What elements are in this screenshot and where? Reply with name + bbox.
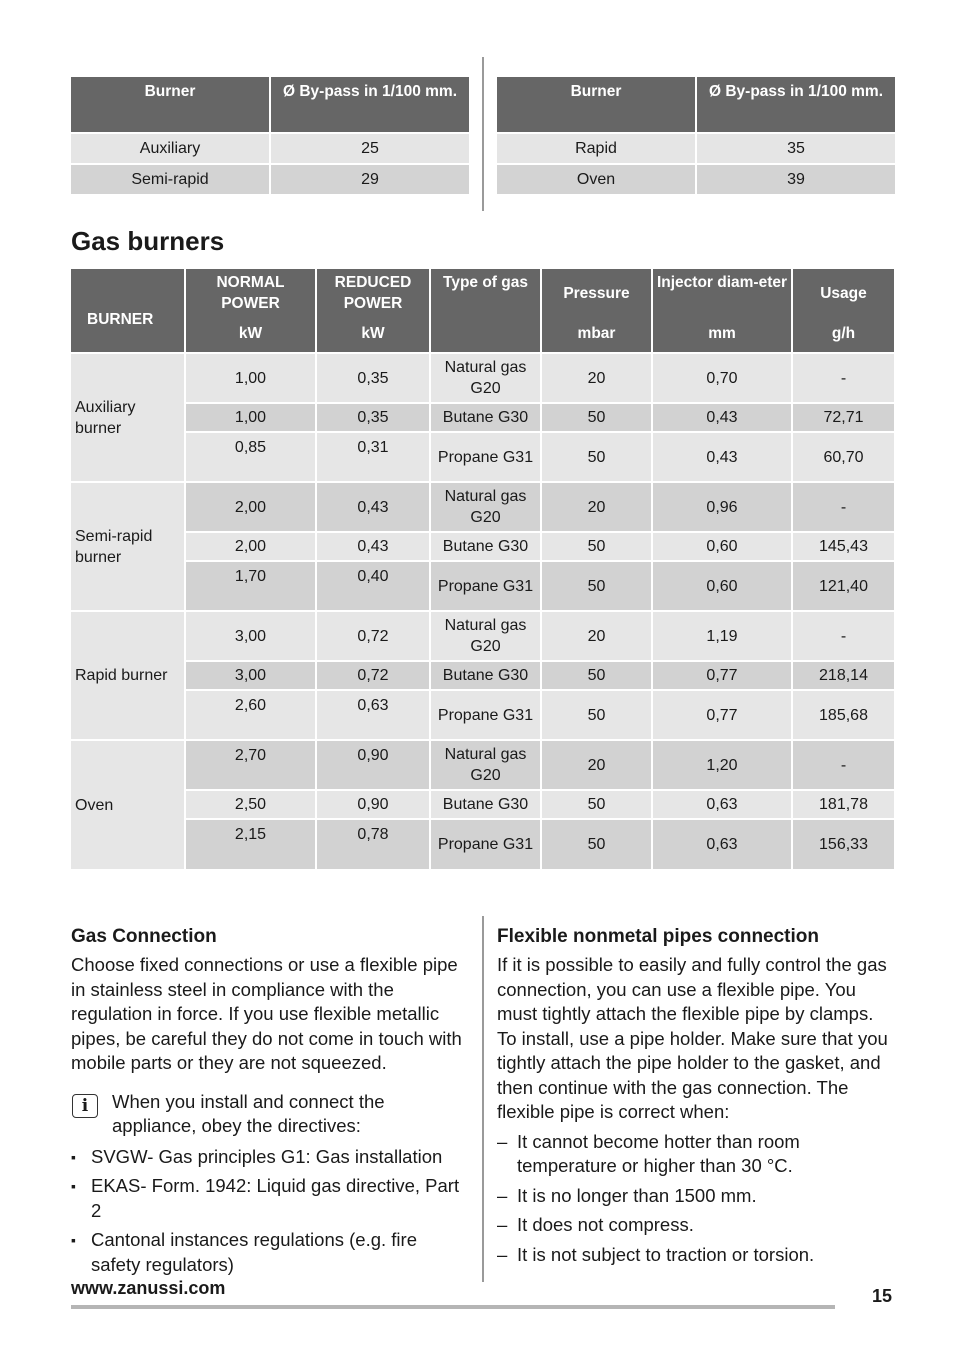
burner-label: Auxiliary burner	[71, 353, 185, 482]
header-reduced-power	[316, 269, 430, 353]
bypass-burner: Auxiliary	[71, 133, 270, 164]
burner-label: Semi-rapid burner	[71, 482, 185, 611]
cell-normal-power: 2,00	[185, 482, 316, 532]
directives-list	[71, 1145, 471, 1278]
cell-pressure: 50	[541, 690, 652, 740]
cell-reduced-power: 0,31	[316, 432, 430, 482]
cell-gas-type: Propane G31	[430, 690, 541, 740]
cell-reduced-power: 0,43	[316, 532, 430, 561]
cell-usage: 145,43	[792, 532, 894, 561]
cell-reduced-power: 0,43	[316, 482, 430, 532]
bypass-header-diameter: Ø By-pass in 1/100 mm.	[696, 77, 895, 133]
header-injector	[652, 269, 792, 353]
cell-usage: -	[792, 740, 894, 790]
cell-normal-power: 2,00	[185, 532, 316, 561]
cell-normal-power: 2,70	[185, 740, 316, 790]
header-unit: g/h	[831, 325, 856, 342]
cell-pressure: 50	[541, 561, 652, 611]
bypass-value: 29	[270, 164, 469, 194]
cell-reduced-power: 0,40	[316, 561, 430, 611]
cell-injector: 0,63	[652, 790, 792, 819]
cell-pressure: 20	[541, 482, 652, 532]
cell-normal-power: 1,00	[185, 403, 316, 432]
table-row	[497, 164, 895, 194]
bypass-value: 35	[696, 133, 895, 164]
table-row	[71, 740, 894, 790]
cell-injector: 0,43	[652, 432, 792, 482]
footer-url: www.zanussi.com	[71, 1278, 226, 1298]
cell-gas-type: Natural gas G20	[430, 611, 541, 661]
list-item: – It is not subject to traction or torsion.	[497, 1243, 897, 1268]
cell-normal-power: 2,15	[185, 819, 316, 869]
bypass-burner: Semi-rapid	[71, 164, 270, 194]
cell-pressure: 20	[541, 611, 652, 661]
gas-connection-title: Gas Connection	[71, 926, 217, 947]
cell-normal-power: 1,70	[185, 561, 316, 611]
info-icon: i	[72, 1094, 98, 1118]
cell-gas-type: Propane G31	[430, 432, 541, 482]
list-item: – It cannot become hotter than room temperature or higher than 30 °C.	[497, 1130, 897, 1179]
cell-gas-type: Natural gas G20	[430, 740, 541, 790]
header-normal-power	[185, 269, 316, 353]
gas-connection-body: Choose fixed connections or use a flexible pipe in stainless steel in compliance with the regulation in force. If you use flexible metallic pipes, be careful they do not come in touch with mobile parts or they are not squeezed.	[71, 954, 462, 1073]
column-divider	[482, 57, 484, 211]
cell-normal-power: 0,85	[185, 432, 316, 482]
cell-reduced-power: 0,72	[316, 611, 430, 661]
cell-injector: 0,77	[652, 661, 792, 690]
cell-usage: 181,78	[792, 790, 894, 819]
header-label: Injector diam-eter	[656, 274, 788, 291]
cell-injector: 0,60	[652, 561, 792, 611]
header-gas-type	[430, 269, 541, 353]
header-label: Type of gas	[443, 274, 528, 291]
cell-usage: -	[792, 482, 894, 532]
header-label: BURNER	[87, 311, 154, 328]
table-row	[71, 661, 894, 690]
table-row	[71, 819, 894, 869]
cell-normal-power: 2,50	[185, 790, 316, 819]
list-item: ▪ EKAS- Form. 1942: Liquid gas directive, Part 2	[71, 1174, 471, 1223]
cell-reduced-power: 0,90	[316, 790, 430, 819]
cell-injector: 0,77	[652, 690, 792, 740]
table-row	[71, 532, 894, 561]
cell-pressure: 50	[541, 790, 652, 819]
table-row	[71, 353, 894, 403]
info-note-text: When you install and connect the appliance, obey the directives:	[112, 1090, 385, 1136]
cell-injector: 0,60	[652, 532, 792, 561]
info-note	[71, 1090, 471, 1139]
table-row	[71, 403, 894, 432]
cell-reduced-power: 0,72	[316, 661, 430, 690]
header-label: REDUCED POWER	[334, 274, 412, 312]
cell-gas-type: Butane G30	[430, 661, 541, 690]
cell-reduced-power: 0,35	[316, 403, 430, 432]
header-pressure	[541, 269, 652, 353]
bypass-value: 25	[270, 133, 469, 164]
cell-injector: 0,63	[652, 819, 792, 869]
cell-pressure: 50	[541, 532, 652, 561]
bypass-header-burner: Burner	[71, 77, 270, 133]
header-burner	[71, 269, 185, 353]
cell-usage: 218,14	[792, 661, 894, 690]
cell-injector: 0,43	[652, 403, 792, 432]
flexible-pipes-section	[497, 925, 897, 1272]
cell-usage: 156,33	[792, 819, 894, 869]
conditions-list	[497, 1130, 897, 1268]
header-unit: mm	[708, 325, 736, 342]
cell-gas-type: Butane G30	[430, 403, 541, 432]
bypass-header-diameter: Ø By-pass in 1/100 mm.	[270, 77, 469, 133]
cell-pressure: 20	[541, 740, 652, 790]
header-unit: mbar	[577, 325, 616, 342]
cell-gas-type: Propane G31	[430, 561, 541, 611]
cell-usage: 185,68	[792, 690, 894, 740]
cell-gas-type: Natural gas G20	[430, 482, 541, 532]
cell-reduced-power: 0,35	[316, 353, 430, 403]
header-label: Pressure	[563, 285, 630, 302]
cell-gas-type: Butane G30	[430, 532, 541, 561]
cell-reduced-power: 0,78	[316, 819, 430, 869]
list-item: – It is no longer than 1500 mm.	[497, 1184, 897, 1209]
list-item: ▪ SVGW- Gas principles G1: Gas installation	[71, 1145, 471, 1170]
cell-gas-type: Natural gas G20	[430, 353, 541, 403]
header-unit: kW	[238, 325, 263, 342]
cell-pressure: 50	[541, 661, 652, 690]
cell-usage: 121,40	[792, 561, 894, 611]
list-item: ▪ Cantonal instances regulations (e.g. fire safety regulators)	[71, 1228, 471, 1277]
table-row	[71, 482, 894, 532]
table-row	[71, 164, 469, 194]
gas-connection-section	[71, 925, 471, 1282]
header-label: Usage	[820, 285, 867, 302]
cell-injector: 0,96	[652, 482, 792, 532]
cell-usage: -	[792, 611, 894, 661]
cell-pressure: 50	[541, 403, 652, 432]
header-usage	[792, 269, 894, 353]
cell-injector: 1,19	[652, 611, 792, 661]
cell-normal-power: 3,00	[185, 661, 316, 690]
bypass-table-left	[71, 77, 469, 194]
table-row	[71, 611, 894, 661]
header-unit: kW	[361, 325, 385, 342]
table-row	[71, 561, 894, 611]
cell-gas-type: Propane G31	[430, 819, 541, 869]
table-row	[71, 133, 469, 164]
cell-injector: 1,20	[652, 740, 792, 790]
section-title-gas-burners: Gas burners	[71, 226, 225, 256]
cell-injector: 0,70	[652, 353, 792, 403]
table-row	[71, 690, 894, 740]
burner-label: Oven	[71, 740, 185, 869]
cell-usage: 60,70	[792, 432, 894, 482]
bypass-burner: Oven	[497, 164, 696, 194]
gas-burners-table	[71, 269, 894, 869]
cell-pressure: 50	[541, 432, 652, 482]
cell-gas-type: Butane G30	[430, 790, 541, 819]
cell-normal-power: 3,00	[185, 611, 316, 661]
cell-usage: 72,71	[792, 403, 894, 432]
bypass-header-burner: Burner	[497, 77, 696, 133]
cell-normal-power: 2,60	[185, 690, 316, 740]
bypass-value: 39	[696, 164, 895, 194]
bypass-table-right	[497, 77, 895, 194]
list-item: – It does not compress.	[497, 1213, 897, 1238]
bypass-burner: Rapid	[497, 133, 696, 164]
cell-pressure: 50	[541, 819, 652, 869]
cell-reduced-power: 0,63	[316, 690, 430, 740]
burner-label: Rapid burner	[71, 611, 185, 740]
flexible-pipes-title: Flexible nonmetal pipes connection	[497, 926, 819, 947]
cell-reduced-power: 0,90	[316, 740, 430, 790]
cell-pressure: 20	[541, 353, 652, 403]
table-row	[71, 790, 894, 819]
footer-divider	[71, 1305, 835, 1309]
page-number: 15	[872, 1286, 893, 1306]
flexible-pipes-body: If it is possible to easily and fully control the gas connection, you can use a flexible pipe. You must tightly attach the flexible pipe by clamps. To install, use a pipe holder. Make sure that you tightly attach the pipe holder to the gasket, and then continue with the gas connection. The flexible pipe is correct when:	[497, 954, 888, 1122]
table-row	[71, 432, 894, 482]
cell-usage: -	[792, 353, 894, 403]
header-label: NORMAL POWER	[216, 274, 285, 312]
cell-normal-power: 1,00	[185, 353, 316, 403]
column-divider	[482, 916, 484, 1282]
table-row	[497, 133, 895, 164]
